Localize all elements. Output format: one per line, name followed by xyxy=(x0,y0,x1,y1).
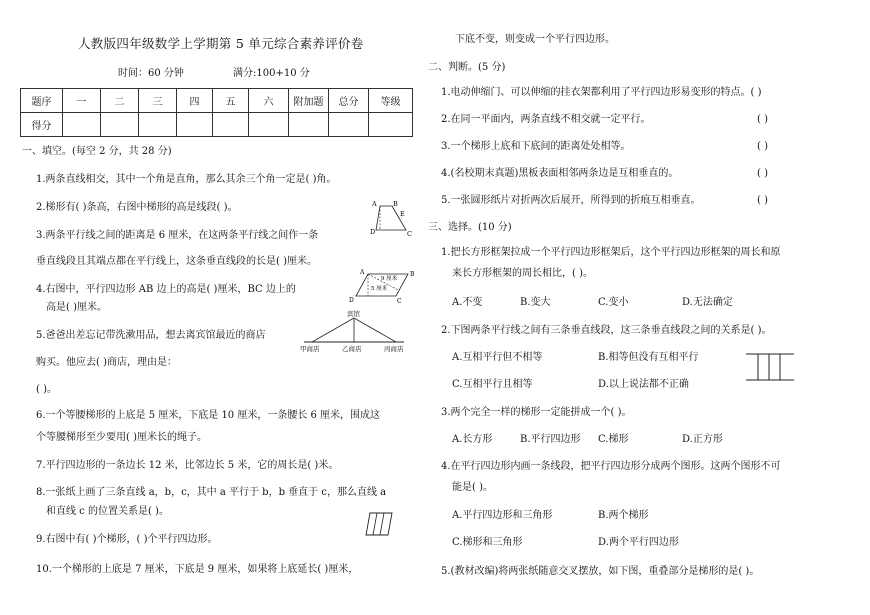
choice-option[interactable]: B.变大 xyxy=(520,297,551,308)
score-cell[interactable] xyxy=(101,113,139,137)
score-cell[interactable] xyxy=(289,113,329,137)
label-c: C xyxy=(397,298,402,304)
shop-c-label: 丙商店 xyxy=(384,345,404,353)
score-cell[interactable] xyxy=(249,113,289,137)
label-d: D xyxy=(349,297,354,304)
label-a: A xyxy=(360,269,365,276)
score-cell[interactable] xyxy=(329,113,369,137)
judge-answer-bracket[interactable]: ( ) xyxy=(757,168,768,179)
label-b: B xyxy=(393,200,398,208)
choice-option[interactable]: C.变小 xyxy=(598,297,629,308)
score-cell[interactable] xyxy=(139,113,177,137)
choice-option[interactable]: D.以上说法都不正确 xyxy=(598,379,689,390)
score-header-cell: 附加题 xyxy=(289,89,329,113)
choice-question: 来长方形框架的周长相比，( )。 xyxy=(452,268,593,279)
choice-question: 1.把长方形框架拉成一个平行四边形框架后，这个平行四边形框架的周长和原 xyxy=(441,247,781,258)
judge-item: 4.(名校期末真题)黑板表面相邻两条边是互相垂直的。 xyxy=(441,168,679,179)
label-c: C xyxy=(407,230,412,238)
shop-b-label: 乙商店 xyxy=(342,345,362,353)
choice-option[interactable]: C.梯形和三角形 xyxy=(452,537,523,548)
score-header-cell: 二 xyxy=(101,89,139,113)
exam-title: 人教版四年级数学上学期第 5 单元综合素养评价卷 xyxy=(78,36,364,51)
question-continuation: 下底不变，则变成一个平行四边形。 xyxy=(455,34,615,45)
choice-option[interactable]: D.两个平行四边形 xyxy=(598,537,679,548)
score-header-cell: 总分 xyxy=(329,89,369,113)
trapezoid-figure xyxy=(368,196,416,238)
label-e: E xyxy=(400,210,405,218)
score-header-cell: 题序 xyxy=(21,89,63,113)
score-header-cell: 四 xyxy=(177,89,213,113)
question-line: ( )。 xyxy=(36,384,57,395)
label-b: B xyxy=(410,271,415,278)
choice-option[interactable]: B.两个梯形 xyxy=(598,510,649,521)
question-line: 3.两条平行线之间的距离是 6 厘米，在这两条平行线之间作一条 xyxy=(36,230,319,241)
parallelogram-figure xyxy=(348,266,418,304)
score-cell[interactable] xyxy=(213,113,249,137)
shop-a-label: 甲商店 xyxy=(300,345,320,353)
trapezoid-count-figure xyxy=(362,510,396,538)
hotel-shops-map xyxy=(298,308,410,354)
choice-option[interactable]: D.正方形 xyxy=(682,434,723,445)
score-cell[interactable] xyxy=(369,113,413,137)
question-line: 和直线 c 的位置关系是( )。 xyxy=(46,506,169,517)
judge-answer-bracket[interactable]: ( ) xyxy=(757,141,768,152)
judge-answer-bracket[interactable]: ( ) xyxy=(757,195,768,206)
choice-option[interactable]: A.互相平行但不相等 xyxy=(452,352,543,363)
choice-option[interactable]: A.平行四边形和三角形 xyxy=(452,510,553,521)
score-table xyxy=(20,88,413,137)
length-9cm: 9 厘米 xyxy=(381,276,398,282)
length-5cm: 5 厘米 xyxy=(371,286,388,292)
judge-item: 3.一个梯形上底和下底间的距离处处相等。 xyxy=(441,141,631,152)
question-line: 7.平行四边形的一条边长 12 米，比邻边长 5 米，它的周长是( )米。 xyxy=(36,460,339,471)
judge-item: 2.在同一平面内，两条直线不相交就一定平行。 xyxy=(441,114,651,125)
choice-question: 3.两个完全一样的梯形一定能拼成一个( )。 xyxy=(441,407,632,418)
score-header-cell: 一 xyxy=(63,89,101,113)
exam-time: 时间：60 分钟 xyxy=(118,68,184,79)
score-header-cell: 五 xyxy=(213,89,249,113)
choice-question: 能是( )。 xyxy=(452,482,493,493)
section-choice-heading: 三、选择。(10 分) xyxy=(428,222,512,233)
question-line: 4.右图中，平行四边形 AB 边上的高是( )厘米，BC 边上的 xyxy=(36,284,296,295)
question-line: 购买。他应去( )商店，理由是： xyxy=(36,357,177,368)
question-line: 8.一张纸上画了三条直线 a，b，c，其中 a 平行于 b，b 垂直于 c，那么直线 a xyxy=(36,487,387,498)
section-fill-heading: 一、填空。(每空 2 分，共 28 分) xyxy=(22,146,172,157)
choice-question: 2.下图两条平行线之间有三条垂直线段，这三条垂直线段之间的关系是( )。 xyxy=(441,325,772,336)
label-a: A xyxy=(372,200,377,208)
question-line: 5.爸爸出差忘记带洗漱用品，想去离宾馆最近的商店 xyxy=(36,330,266,341)
judge-item: 5.一张圆形纸片对折两次后展开，所得到的折痕互相垂直。 xyxy=(441,195,701,206)
question-line: 1.两条直线相交，其中一个角是直角，那么其余三个角一定是( )角。 xyxy=(36,174,337,185)
section-judge-heading: 二、判断。(5 分) xyxy=(428,62,506,73)
choice-option[interactable]: B.平行四边形 xyxy=(520,434,581,445)
score-table-score-row xyxy=(21,113,413,137)
question-line: 9.右图中有( )个梯形，( )个平行四边形。 xyxy=(36,534,218,545)
question-line: 6.一个等腰梯形的上底是 5 厘米，下底是 10 厘米，一条腰长 6 厘米，围成这 xyxy=(36,410,381,421)
question-line: 垂直线段且其端点都在平行线上，这条垂直线段的长是( )厘米。 xyxy=(36,256,317,267)
score-cell[interactable] xyxy=(63,113,101,137)
hotel-label: 宾馆 xyxy=(347,310,360,318)
choice-option[interactable]: D.无法确定 xyxy=(682,297,733,308)
judge-answer-bracket[interactable]: ( ) xyxy=(757,114,768,125)
question-line: 10.一个梯形的上底是 7 厘米，下底是 9 厘米，如果将上底延长( )厘米， xyxy=(36,564,359,575)
score-header-cell: 三 xyxy=(139,89,177,113)
question-line: 高是( )厘米。 xyxy=(46,302,107,313)
choice-question: 5.(教材改编)将两张纸随意交叉摆放，如下图，重叠部分是梯形的是( )。 xyxy=(441,566,760,577)
choice-option[interactable]: A.长方形 xyxy=(452,434,493,445)
choice-option[interactable]: A.不变 xyxy=(452,297,483,308)
question-line: 个等腰梯形至少要用( )厘米长的绳子。 xyxy=(36,432,207,443)
choice-option[interactable]: C.互相平行且相等 xyxy=(452,379,533,390)
exam-full-score: 满分:100+10 分 xyxy=(233,68,310,79)
label-d: D xyxy=(370,228,376,236)
score-cell[interactable] xyxy=(177,113,213,137)
judge-item: 1.电动伸缩门、可以伸缩的挂衣架都利用了平行四边形易变形的特点。( ) xyxy=(441,87,762,98)
choice-option[interactable]: C.梯形 xyxy=(598,434,629,445)
score-row-label: 得分 xyxy=(21,113,63,137)
choice-question: 4.在平行四边形内画一条线段，把平行四边形分成两个图形。这两个图形不可 xyxy=(441,461,781,472)
score-header-cell: 等级 xyxy=(369,89,413,113)
score-header-cell: 六 xyxy=(249,89,289,113)
score-table-header-row xyxy=(21,89,413,113)
parallel-lines-figure xyxy=(744,350,796,384)
choice-option[interactable]: B.相等但没有互相平行 xyxy=(598,352,699,363)
question-line: 2.梯形有( )条高，右图中梯形的高是线段( )。 xyxy=(36,202,238,213)
